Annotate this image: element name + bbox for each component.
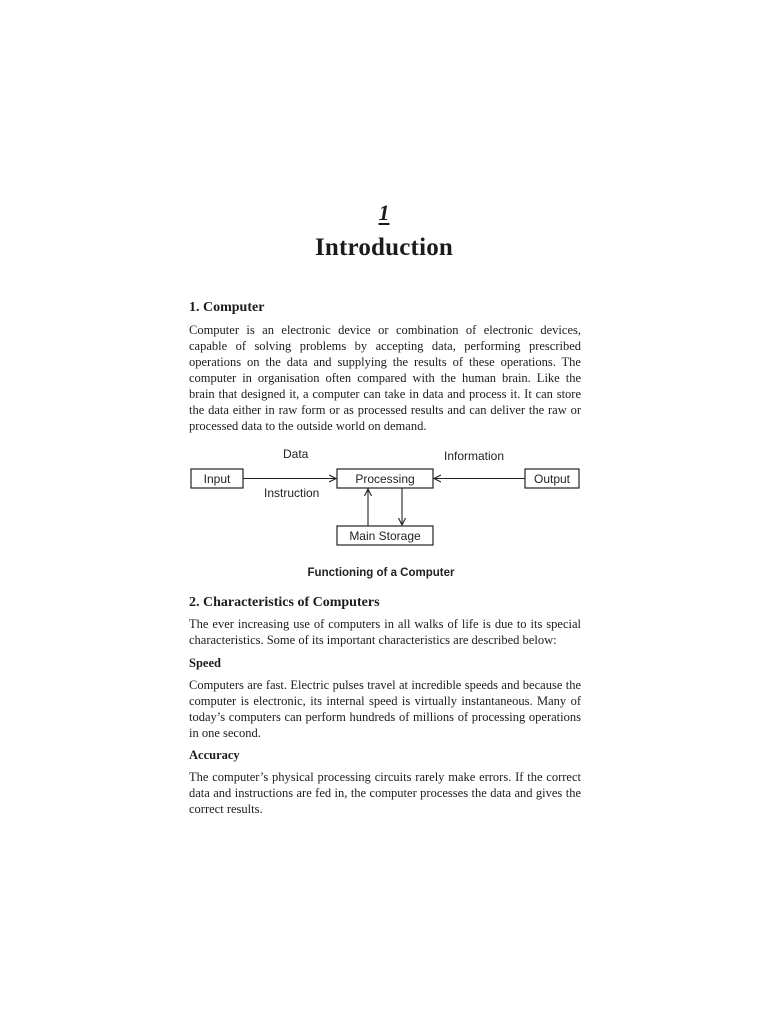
- main-storage-box: [337, 526, 433, 545]
- input-label: Input: [203, 472, 231, 486]
- chapter-title: Introduction: [314, 234, 454, 261]
- processing-label: Processing: [355, 472, 415, 486]
- paragraph-accuracy: The computer’s physical processing circuits rarely make errors. If the correct data and instructions are fed in, the computer processes the data and gives the correct results.: [189, 770, 581, 816]
- subheading-speed: Speed: [189, 656, 221, 670]
- main-storage-label: Main Storage: [349, 529, 421, 543]
- paragraph-computer-definition: Computer is an electronic device or combination of electronic devices, capable of solving problems by accepting data, performing prescribed operations on the data and supplying the results of these operations. The computer in organisation often compared with the human brain. Like the brain that designed it, a computer can take in data and process it. It can store the data either in raw form or as processed results and can deliver the raw or processed data to the outside world on demand.: [189, 323, 581, 433]
- information-label: Information: [444, 449, 505, 463]
- computer-functioning-diagram: [183, 442, 587, 588]
- paragraph-speed: Computers are fast. Electric pulses travel at incredible speeds and because the computer is electronic, its internal speed is virtually instantaneous. Many of today’s computers can perform hundreds of millions of processing operations in one second.: [189, 678, 581, 740]
- chapter-number: 1: [378, 200, 390, 225]
- diagram-caption: Functioning of a Computer: [307, 567, 455, 579]
- instruction-label: Instruction: [264, 486, 320, 500]
- input-box: [191, 469, 243, 488]
- processing-box: [337, 469, 433, 488]
- output-label: Output: [533, 472, 571, 486]
- subheading-accuracy: Accuracy: [189, 748, 240, 762]
- data-label: Data: [283, 447, 309, 461]
- section-heading-computer: 1. Computer: [189, 300, 265, 315]
- output-box: [525, 469, 579, 488]
- section-heading-characteristics: 2. Characteristics of Computers: [189, 595, 380, 610]
- paragraph-characteristics-intro: The ever increasing use of computers in all walks of life is due to its special characteristics. Some of its important characteristics are described below:: [189, 617, 581, 647]
